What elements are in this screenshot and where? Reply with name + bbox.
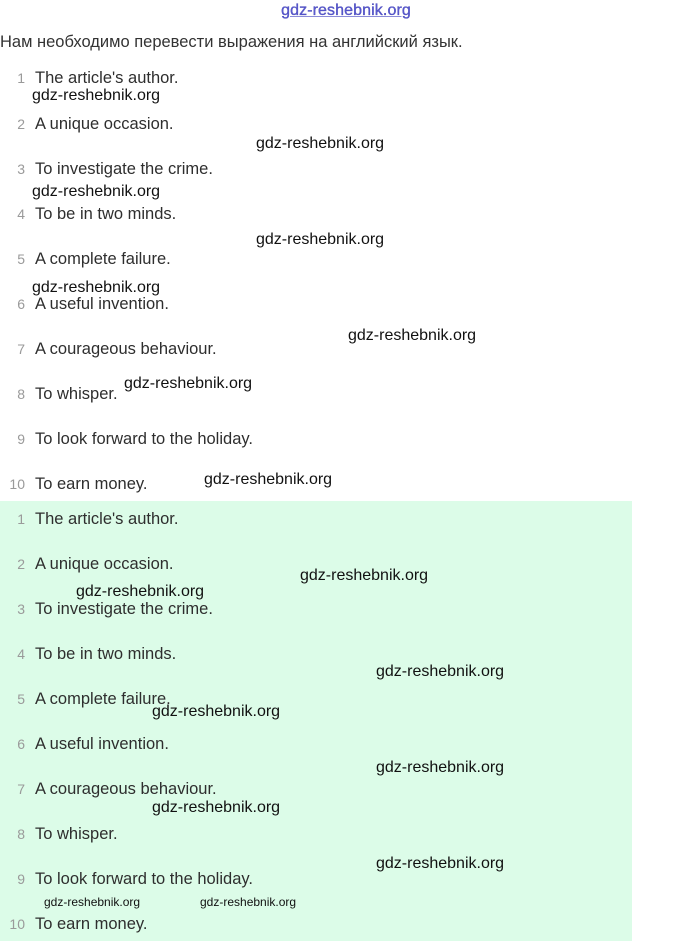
item-number: 8 [17, 826, 25, 842]
watermark: gdz-reshebnik.org [32, 87, 161, 104]
watermark: gdz-reshebnik.org [376, 759, 505, 776]
list-item [0, 507, 178, 531]
list-item [0, 427, 253, 451]
watermark: gdz-reshebnik.org [376, 855, 505, 872]
item-text: A unique occasion. [35, 555, 174, 573]
item-number: 7 [17, 781, 25, 797]
item-text: To look forward to the holiday. [35, 430, 253, 448]
item-number: 1 [17, 70, 25, 86]
site-link[interactable]: gdz-reshebnik.org [281, 2, 411, 19]
item-text: A courageous behaviour. [35, 780, 217, 798]
watermark: gdz-reshebnik.org [32, 183, 161, 200]
item-number: 10 [9, 476, 25, 492]
watermark: gdz-reshebnik.org [256, 135, 385, 152]
item-text: The article's author. [35, 69, 179, 87]
item-text: A useful invention. [35, 735, 169, 753]
item-text: To whisper. [35, 385, 118, 403]
intro-text: Нам необходимо перевести выражения на английский язык. [0, 33, 463, 51]
list-item [0, 552, 174, 576]
list-item [0, 867, 253, 891]
watermark: gdz-reshebnik.org [348, 327, 477, 344]
task-list [0, 56, 632, 500]
item-number: 2 [17, 556, 25, 572]
item-number: 9 [17, 871, 25, 887]
item-text: To be in two minds. [35, 645, 177, 663]
list-item [0, 382, 118, 406]
item-text: A unique occasion. [35, 115, 174, 133]
watermark: gdz-reshebnik.org [152, 703, 281, 720]
item-text: The article's author. [35, 510, 179, 528]
list-item [0, 247, 171, 271]
item-number: 10 [9, 916, 25, 932]
list-item [0, 822, 118, 846]
list-item [0, 202, 176, 226]
item-number: 3 [17, 601, 25, 617]
list-item [0, 112, 174, 136]
list-item [0, 642, 176, 666]
item-text: To look forward to the holiday. [35, 870, 253, 888]
watermark: gdz-reshebnik.org [124, 375, 253, 392]
item-number: 4 [17, 646, 25, 662]
item-number: 7 [17, 341, 25, 357]
item-number: 1 [17, 511, 25, 527]
watermark: gdz-reshebnik.org [152, 799, 281, 816]
watermark: gdz-reshebnik.org [300, 567, 429, 584]
item-number: 3 [17, 161, 25, 177]
item-text: A complete failure. [35, 250, 171, 268]
list-item [0, 472, 148, 496]
item-number: 4 [17, 206, 25, 222]
item-number: 2 [17, 116, 25, 132]
watermark: gdz-reshebnik.org [204, 471, 333, 488]
item-text: A useful invention. [35, 295, 169, 313]
watermark: gdz-reshebnik.org [32, 279, 161, 296]
item-text: To investigate the crime. [35, 160, 213, 178]
item-number: 6 [17, 296, 25, 312]
watermark: gdz-reshebnik.org [256, 231, 385, 248]
list-item [0, 912, 148, 936]
watermark: gdz-reshebnik.org [200, 895, 297, 909]
item-text: To earn money. [35, 915, 148, 933]
item-text: To be in two minds. [35, 205, 177, 223]
item-text: A courageous behaviour. [35, 340, 217, 358]
site-header [0, 0, 680, 24]
list-item [0, 157, 213, 181]
item-number: 5 [17, 251, 25, 267]
item-number: 9 [17, 431, 25, 447]
watermark: gdz-reshebnik.org [44, 895, 141, 909]
item-number: 6 [17, 736, 25, 752]
item-text: To earn money. [35, 475, 148, 493]
item-text: To whisper. [35, 825, 118, 843]
item-number: 8 [17, 386, 25, 402]
list-item [0, 777, 217, 801]
list-item [0, 687, 171, 711]
list-item [0, 337, 217, 361]
list-item [0, 732, 169, 756]
item-number: 5 [17, 691, 25, 707]
watermark: gdz-reshebnik.org [376, 663, 505, 680]
watermark: gdz-reshebnik.org [76, 583, 205, 600]
item-text: A complete failure. [35, 690, 171, 708]
item-text: To investigate the crime. [35, 600, 213, 618]
